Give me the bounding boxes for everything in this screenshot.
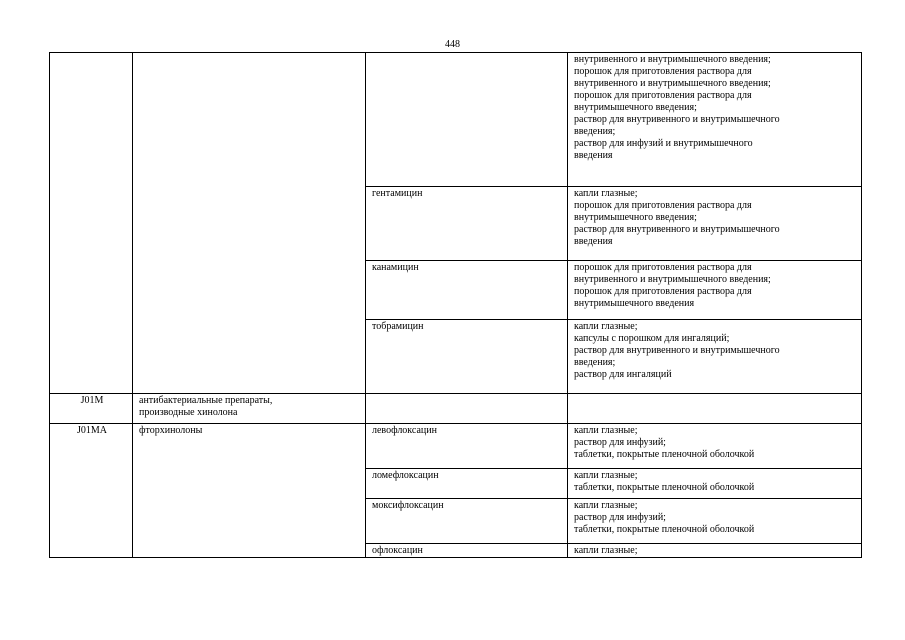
drug-name-cell: гентамицин (366, 187, 568, 261)
dosage-form-line: порошок для приготовления раствора для (574, 66, 752, 77)
dosage-form-line: раствор для внутривенного и внутримышечного (574, 114, 780, 125)
dosage-form-line: внутримышечного введения; (574, 212, 697, 223)
dosage-form-line: внутривенного и внутримышечного введения; (574, 78, 771, 89)
dosage-forms-cell (568, 187, 862, 261)
drug-name-cell: моксифлоксацин (366, 499, 568, 544)
table-row (50, 394, 862, 424)
dosage-form-line: внутривенного и внутримышечного введения; (574, 274, 771, 285)
dosage-form-line: капли глазные; (574, 188, 638, 199)
drug-name-cell: тобрамицин (366, 320, 568, 394)
dosage-form-line: порошок для приготовления раствора для (574, 200, 752, 211)
dosage-form-line: внутримышечного введения (574, 298, 695, 309)
atc-group-cell (133, 53, 366, 394)
dosage-form-line: таблетки, покрытые пленочной оболочкой (574, 482, 755, 493)
dosage-forms-cell (568, 499, 862, 544)
dosage-form-line: порошок для приготовления раствора для (574, 90, 752, 101)
dosage-form-line: капли глазные; (574, 545, 638, 556)
dosage-form-line: раствор для инфузий; (574, 512, 666, 523)
dosage-form-line: раствор для инфузий и внутримышечного (574, 138, 753, 149)
dosage-form-line: капли глазные; (574, 321, 638, 332)
dosage-form-line: введения; (574, 357, 616, 368)
page-number: 448 (445, 39, 460, 50)
drug-name-cell: канамицин (366, 261, 568, 320)
dosage-forms-cell (568, 261, 862, 320)
atc-code-cell (50, 53, 133, 394)
drug-table (49, 52, 862, 558)
dosage-form-line: раствор для ингаляций (574, 369, 672, 380)
dosage-form-line: внутривенного и внутримышечного введения; (574, 54, 771, 65)
dosage-form-line: введения (574, 150, 613, 161)
group-name-line: производные хинолона (139, 407, 238, 418)
dosage-forms-cell (568, 394, 862, 424)
table-row (50, 53, 862, 187)
atc-group-cell: фторхинолоны (133, 424, 366, 558)
dosage-form-line: раствор для инфузий; (574, 437, 666, 448)
dosage-form-line: порошок для приготовления раствора для (574, 286, 752, 297)
dosage-forms-cell (568, 544, 862, 558)
atc-group-cell (133, 394, 366, 424)
drug-name-cell: левофлоксацин (366, 424, 568, 469)
dosage-forms-cell (568, 424, 862, 469)
dosage-form-line: раствор для внутривенного и внутримышечного (574, 345, 780, 356)
drug-name-cell (366, 394, 568, 424)
dosage-form-line: капли глазные; (574, 425, 638, 436)
dosage-form-line: капли глазные; (574, 470, 638, 481)
dosage-form-line: введения (574, 236, 613, 247)
group-name-line: антибактериальные препараты, (139, 395, 273, 406)
drug-name-cell: офлоксацин (366, 544, 568, 558)
dosage-form-line: капли глазные; (574, 500, 638, 511)
dosage-form-line: введения; (574, 126, 616, 137)
dosage-form-line: раствор для внутривенного и внутримышечного (574, 224, 780, 235)
dosage-forms-cell (568, 53, 862, 187)
table-row (50, 424, 862, 469)
dosage-forms-cell (568, 469, 862, 499)
drug-name-cell: ломефлоксацин (366, 469, 568, 499)
atc-code-cell: J01M (50, 394, 133, 424)
dosage-form-line: таблетки, покрытые пленочной оболочкой (574, 524, 755, 535)
drug-name-cell (366, 53, 568, 187)
dosage-form-line: внутримышечного введения; (574, 102, 697, 113)
dosage-forms-cell (568, 320, 862, 394)
dosage-form-line: порошок для приготовления раствора для (574, 262, 752, 273)
dosage-form-line: капсулы с порошком для ингаляций; (574, 333, 730, 344)
atc-code-cell: J01MA (50, 424, 133, 558)
dosage-form-line: таблетки, покрытые пленочной оболочкой (574, 449, 755, 460)
